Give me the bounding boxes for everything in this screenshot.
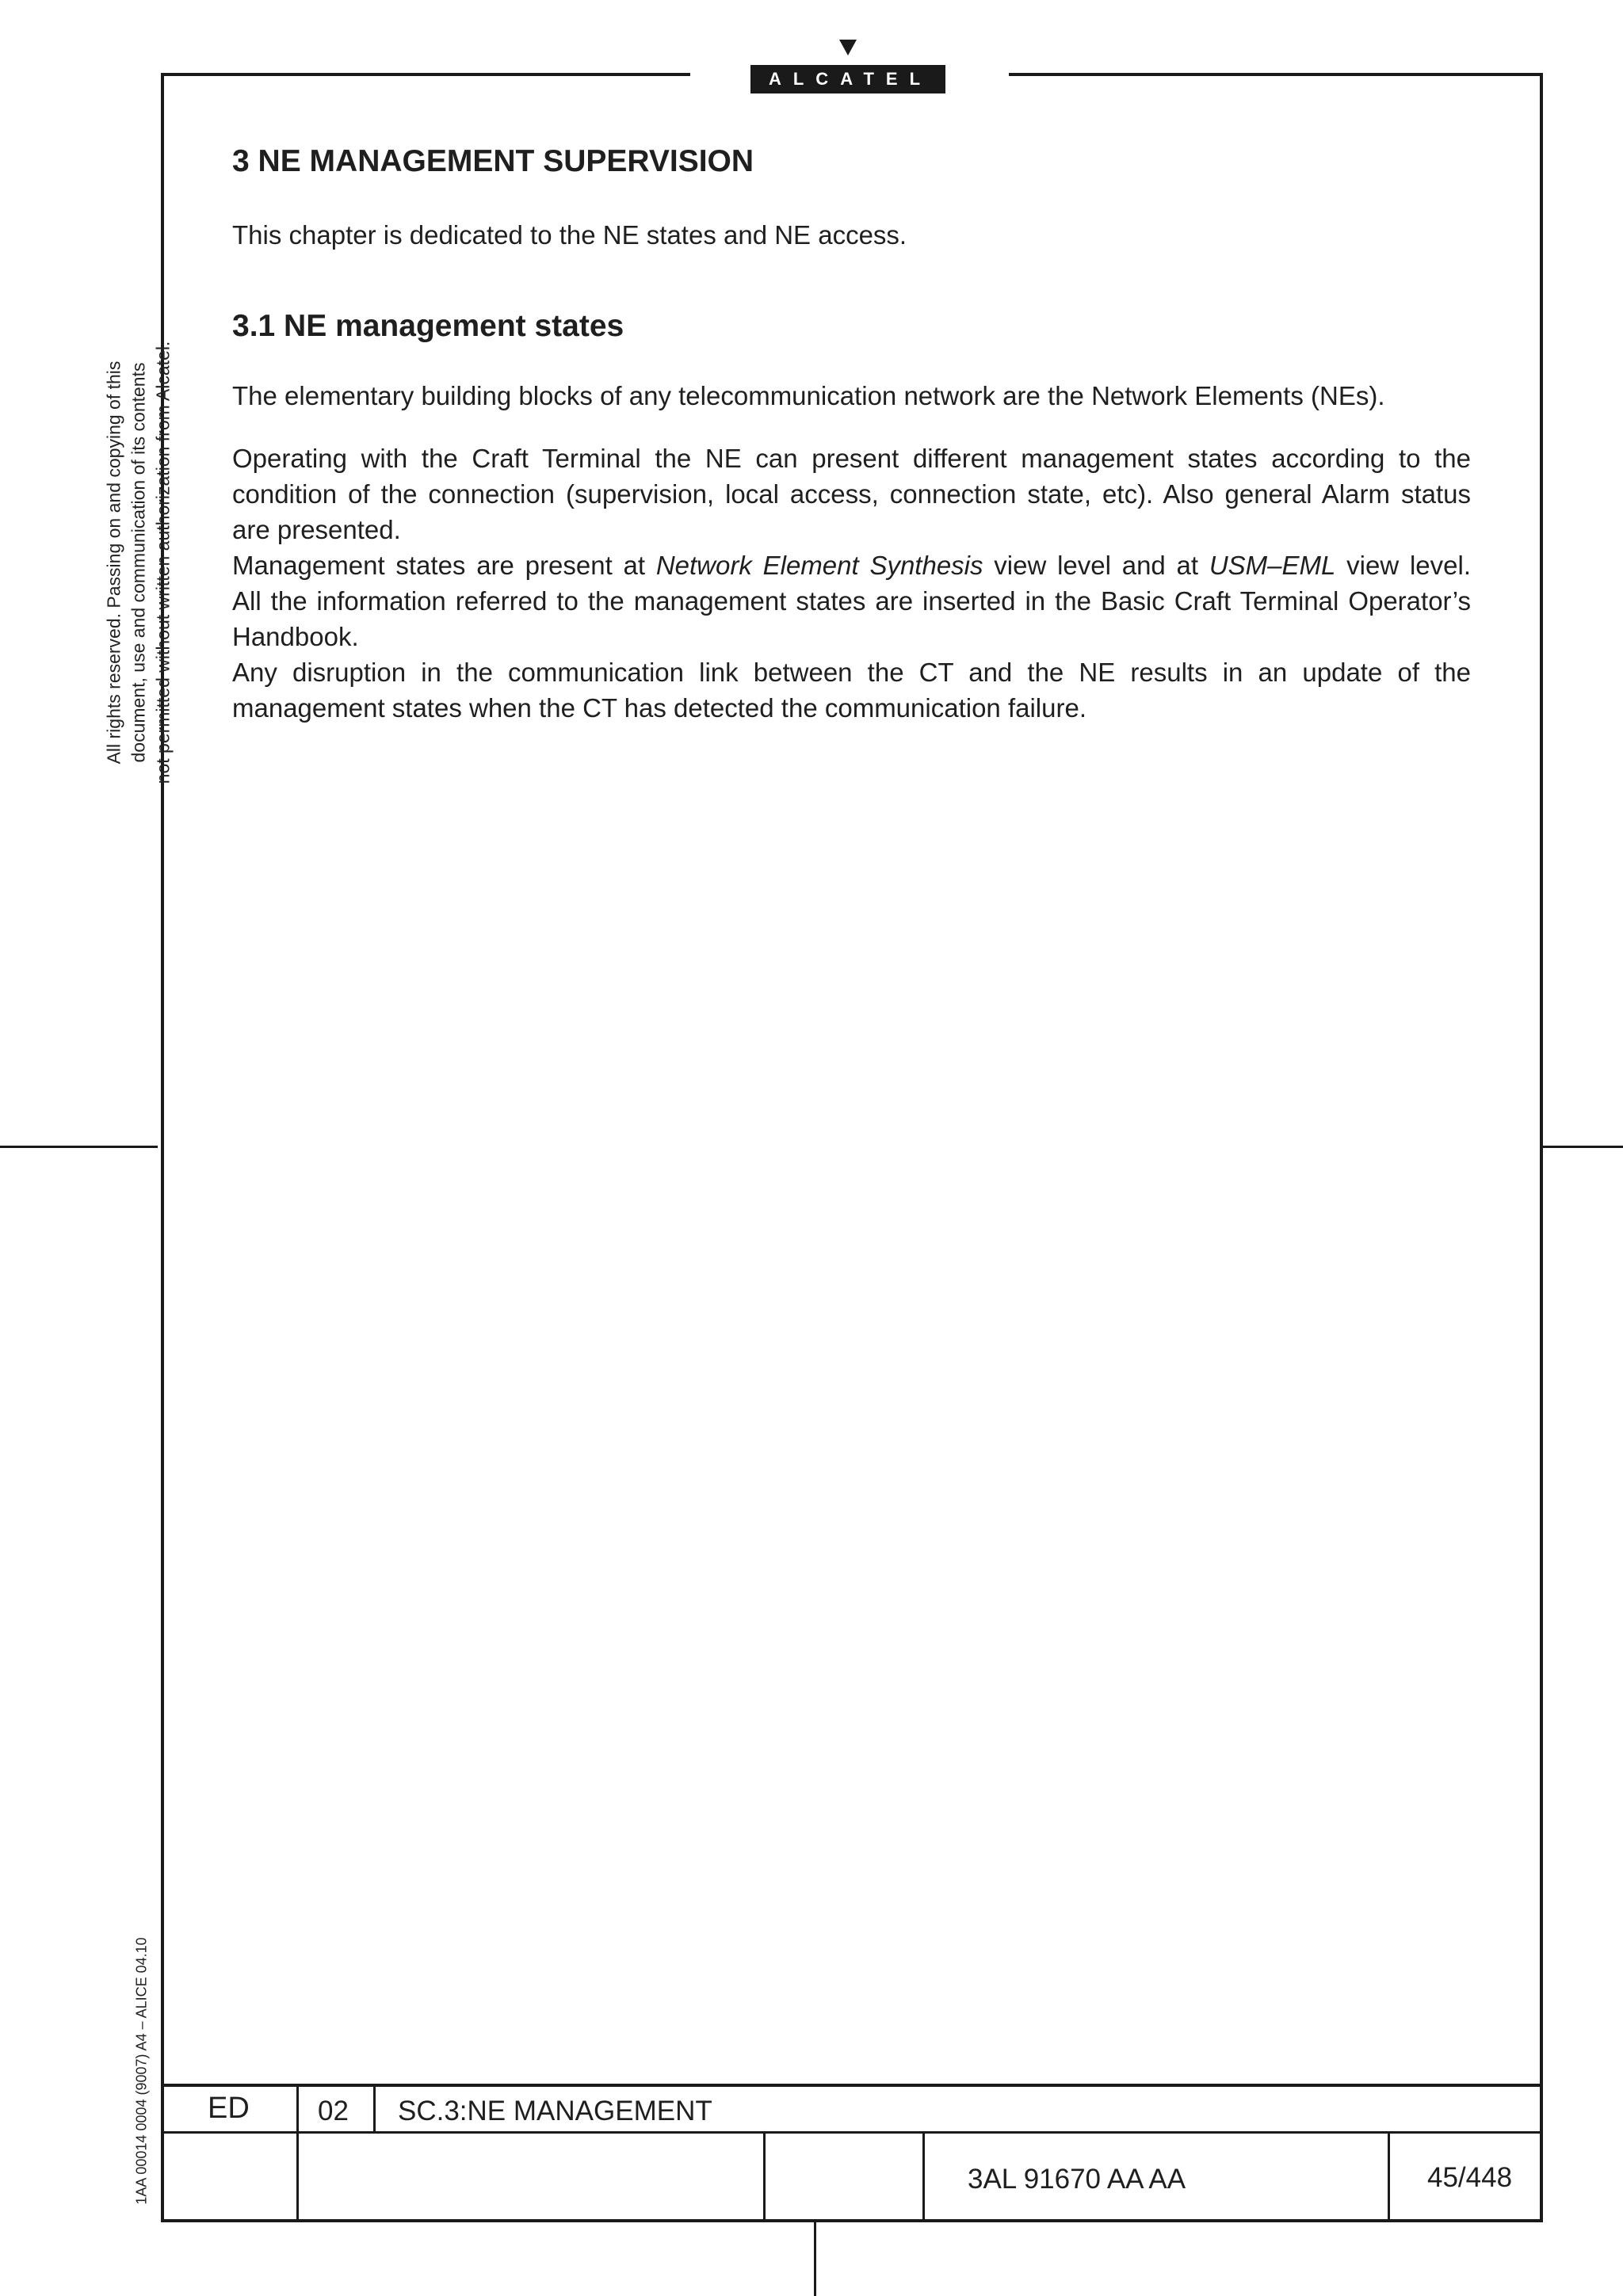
text-line: Handbook. (232, 622, 359, 651)
text-fragment: view level and at (983, 551, 1209, 580)
rights-notice-line: document, use and communication of its contents (128, 362, 149, 763)
paragraph-management-states (232, 441, 1471, 726)
text-line: management states when the CT has detected the communication failure. (232, 693, 1086, 723)
logo-text: ALCATEL (750, 65, 945, 93)
text-line: Any disruption in the communication link between the CT and the NE results in an update of the (232, 658, 1471, 687)
text-fragment: Management states are present at (232, 551, 656, 580)
text-line: All the information referred to the management states are inserted in the Basic Craft Terminal Operator’s (232, 586, 1471, 616)
edition-number: 02 (318, 2096, 349, 2126)
paragraph-ne-elements: The elementary building blocks of any telecommunication network are the Network Elements (NEs). (232, 381, 1385, 410)
margin-mark-left (0, 1146, 158, 1148)
frame-top-right (1009, 73, 1543, 76)
emphasis-network-element-synthesis: Network Element Synthesis (655, 551, 983, 580)
page-number: 45/448 (1427, 2162, 1513, 2193)
alcatel-logo (750, 40, 945, 95)
text-fragment: view level. (1335, 551, 1471, 580)
form-code: 1AA 00014 0004 (9007) A4 – ALICE 04.10 (133, 1937, 150, 2205)
text-line: are presented. (232, 515, 401, 544)
chapter-title: 3 NE MANAGEMENT SUPERVISION (232, 144, 754, 178)
page-content (232, 144, 1471, 723)
chapter-intro: This chapter is dedicated to the NE states and NE access. (232, 220, 907, 250)
frame-top-left (161, 73, 690, 76)
section-reference: SC.3:NE MANAGEMENT (398, 2096, 712, 2126)
document-number: 3AL 91670 AA AA (968, 2164, 1186, 2195)
rights-notice-line: All rights reserved. Passing on and copying of this (103, 360, 124, 765)
logo-arrow-icon (839, 40, 857, 55)
margin-mark-bottom (814, 2222, 816, 2296)
footer-top-rule (161, 2084, 1543, 2087)
text-line: condition of the connection (supervision, local access, connection state, etc). Also general Alarm status (232, 479, 1471, 509)
footer-divider (922, 2131, 925, 2222)
text-line: Operating with the Craft Terminal the NE can present different management states according to the (232, 444, 1471, 473)
margin-mark-right (1543, 1146, 1623, 1148)
section-title: 3.1 NE management states (232, 309, 624, 343)
footer-divider (296, 2084, 299, 2222)
emphasis-usm-eml: USM–EML (1209, 551, 1336, 580)
footer-divider (373, 2084, 376, 2134)
footer-bottom-rule (161, 2219, 1543, 2222)
rights-notice (102, 285, 176, 840)
footer-divider (763, 2131, 766, 2222)
footer-mid-rule (161, 2131, 1543, 2134)
text-line (232, 547, 1471, 583)
edition-label: ED (208, 2092, 250, 2125)
rights-notice-line: not permitted without written authorization from Alcatel. (152, 341, 174, 784)
footer-divider (1388, 2131, 1390, 2222)
